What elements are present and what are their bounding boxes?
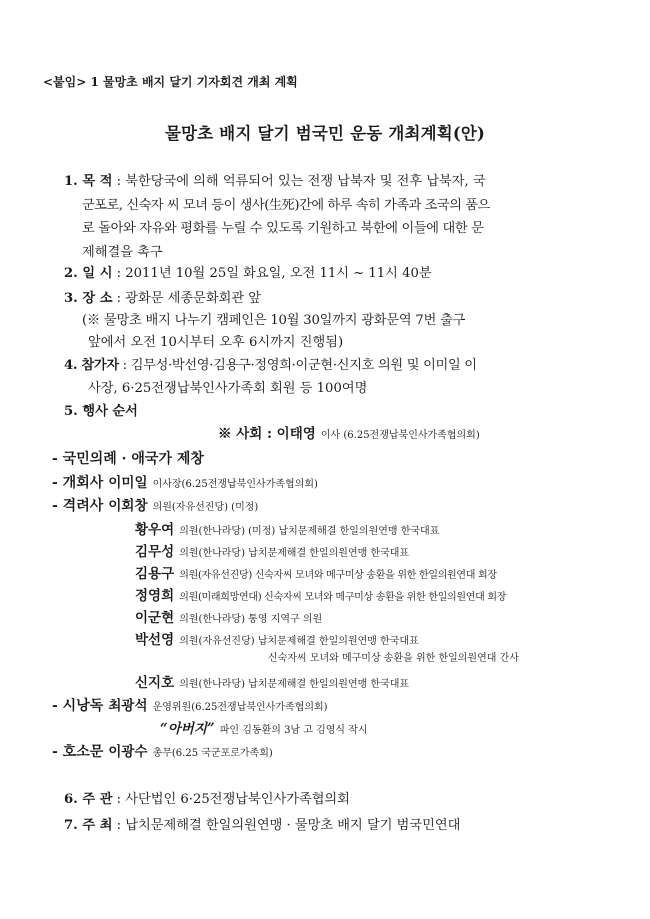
program-appeal (52, 740, 273, 761)
section-attendees: 4. 참가자 : 김무성·박선영·김용구·정영희·이군현·신지호 의원 및 이미일 이 (64, 358, 477, 373)
speaker-name: 이군현 (135, 610, 175, 626)
speaker-detail: 의원(한나라당) 납치문제해결 한일의원연맹 한국대표 (179, 679, 410, 690)
attendees-line-2: 사장, 6·25전쟁납북인사가족회 회원 등 100여명 (88, 381, 368, 396)
poem-reader-name: 최광석 (108, 698, 148, 714)
program-encourage (52, 494, 258, 515)
attendees-label: 4. 참가자 (64, 358, 119, 373)
program-poem (52, 694, 328, 715)
speaker-extra-role: 신숙자씨 모녀와 메구미상 송환을 위한 한일의원연대 간사 (268, 653, 519, 664)
document-title: 물망초 배지 달기 범국민 운동 개최계획(안) (164, 124, 486, 143)
host-line (218, 422, 480, 442)
datetime-text: 2011년 10월 25일 화요일, 오전 11시 ~ 11시 40분 (125, 266, 432, 281)
speaker-detail: 의원(자유선진당) 납치문제해결 한일의원연맹 한국대표 (179, 636, 419, 647)
purpose-line-2: 군포로, 신숙자 씨 모녀 등이 생사(生死)간에 하루 속히 가족과 조국의 품으 (82, 197, 490, 213)
speaker-row (135, 584, 506, 604)
speaker-name: 신지호 (135, 675, 175, 691)
opening-name: 이미일 (108, 475, 148, 491)
opening-role: - 개회사 (52, 475, 104, 491)
poem-detail: 파인 김동환의 3남 고 김영식 작시 (219, 725, 368, 736)
place-note-2: 앞에서 오전 10시부터 오후 6시까지 진행됨) (88, 335, 344, 350)
host-detail: 이사 (6.25전쟁납북인사가족협의회) (320, 430, 480, 441)
section-place: 3. 장 소 : 광화문 세종문화회관 앞 (64, 291, 262, 306)
speaker-row (135, 606, 322, 626)
section-host: 7. 주 최 : 납치문제해결 한일의원연맹 · 물망초 배지 달기 범국민연대 (64, 818, 461, 833)
speaker-row (135, 540, 409, 560)
opening-detail: 이사장(6.25전쟁납북인사가족협의회) (152, 479, 318, 490)
place-label: 3. 장 소 (64, 291, 113, 306)
appeal-name: 이광수 (108, 744, 148, 760)
speaker-row (135, 518, 439, 538)
appeal-detail: 총무(6.25 국군포로가족회) (152, 748, 273, 759)
host-org-text: 납치문제해결 한일의원연맹 · 물망초 배지 달기 범국민연대 (125, 818, 461, 833)
place-text: 광화문 세종문화회관 앞 (125, 291, 262, 306)
poem-role: - 시낭독 (52, 698, 104, 714)
speaker-name: 김무성 (135, 544, 175, 560)
encourage-role: - 격려사 (52, 498, 104, 514)
speaker-detail: 의원(한나라당) 통영 지역구 의원 (179, 614, 323, 625)
program-ritual: - 국민의례 · 애국가 제창 (52, 451, 204, 467)
section-datetime: 2. 일 시 : 2011년 10월 25일 화요일, 오전 11시 ~ 11시 40분 (64, 266, 432, 281)
place-note-1: (※ 물망초 배지 나누기 캠페인은 10월 30일까지 광화문역 7번 출구 (82, 313, 466, 328)
datetime-label: 2. 일 시 (64, 266, 113, 281)
speaker-row (135, 671, 409, 691)
purpose-line-4: 제해결을 촉구 (82, 244, 163, 260)
poem-info (160, 717, 368, 737)
host-label: ※ 사회 : 이태영 (218, 426, 316, 442)
appeal-role: - 호소문 (52, 744, 104, 760)
section-organizer: 6. 주 관 : 사단법인 6·25전쟁납북인사가족협의회 (64, 792, 350, 807)
purpose-line-3: 로 돌아와 자유와 평화를 누릴 수 있도록 기원하고 북한에 이들에 대한 문 (82, 221, 484, 236)
purpose-line-1: 북한당국에 의해 억류되어 있는 전쟁 납북자 및 전후 납북자, 국 (125, 174, 486, 189)
speaker-name: 이회창 (108, 498, 148, 514)
section-purpose: 1. 목 적 : 북한당국에 의해 억류되어 있는 전쟁 납북자 및 전후 납북자, 국 군포로, 신숙자 씨 모녀 등이 생사(生死)간에 하루 속히 가족과 조국의 품으 로 돌아와 자유와 평화를 누릴 수 있도록 기원하고 북한에 이들에 대한 문 제해결을 촉구 (64, 170, 584, 264)
speaker-name: 김용구 (135, 566, 175, 582)
speaker-detail: 의원(자유선진당) 신숙자씨 모녀와 메구미상 송환을 위한 한일의원연대 회장 (179, 570, 497, 581)
organizer-text: 사단법인 6·25전쟁납북인사가족협의회 (125, 792, 350, 807)
program-opening (52, 471, 318, 492)
purpose-label: 1. 목 적 (64, 174, 113, 189)
speaker-name: 박선영 (135, 632, 175, 648)
speaker-detail: 의원(미래희망연대) 신숙자씨 모녀와 메구미상 송환을 위한 한일의원연대 회장 (179, 592, 507, 603)
speaker-detail: 의원(자유선진당) (미정) (152, 502, 259, 513)
speaker-detail: 의원(한나라당) (미정) 납치문제해결 한일의원연맹 한국대표 (179, 526, 440, 537)
speaker-name: 황우여 (135, 522, 175, 538)
attendees-line-1: 김무성·박선영·김용구·정영희·이군현·신지호 의원 및 이미일 이 (130, 358, 477, 373)
speaker-row (135, 628, 419, 648)
speaker-name: 정영희 (135, 588, 175, 604)
attachment-header: <붙임> 1 물망초 배지 달기 기자회견 개최 계획 (43, 75, 298, 89)
organizer-label: 6. 주 관 (64, 792, 113, 807)
host-org-label: 7. 주 최 (64, 818, 113, 833)
speaker-detail: 의원(한나라당) 납치문제해결 한일의원연맹 한국대표 (179, 548, 410, 559)
order-label: 5. 행사 순서 (64, 404, 138, 419)
poem-reader-detail: 운영위원(6.25전쟁납북인사가족협의회) (152, 702, 328, 713)
poem-title: “아버지” (160, 721, 215, 737)
speaker-row (135, 562, 497, 582)
